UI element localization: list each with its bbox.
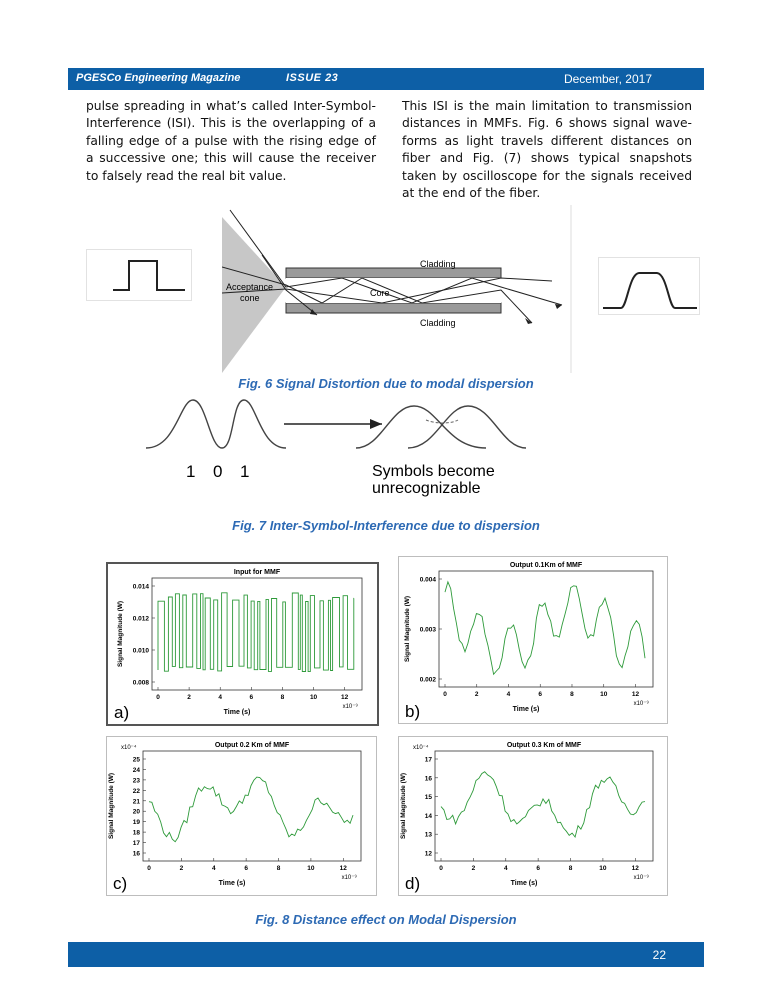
plot-panel-a	[106, 562, 379, 726]
x-tick-label: 8	[280, 694, 285, 701]
y-tick-label: 0.002	[419, 676, 436, 684]
y-tick-label: 12	[424, 850, 432, 858]
plot-panel-d	[398, 736, 668, 896]
y-exponent: x10⁻⁴	[121, 745, 137, 751]
plot-frame	[435, 751, 653, 861]
x-tick-label: 12	[339, 865, 347, 872]
x-tick-label: 2	[474, 691, 479, 698]
x-tick-label: 4	[211, 865, 216, 872]
x-tick-label: 8	[276, 865, 281, 872]
fig7-caption: Fig. 7 Inter-Symbol-Interference due to dispersion	[232, 518, 540, 533]
x-exponent: x10⁻⁹	[633, 701, 649, 707]
x-tick-label: 4	[506, 691, 511, 698]
fiber-diagram-svg	[222, 205, 574, 373]
plot-1-svg	[399, 557, 667, 723]
x-exponent: x10⁻⁹	[342, 704, 358, 710]
y-tick-label: 23	[132, 777, 140, 785]
isi-diagram	[146, 398, 616, 502]
cladding-bottom	[286, 303, 501, 313]
panel-letter: c)	[113, 874, 128, 893]
input-pulse-waveform	[87, 250, 191, 300]
fiber-diagram	[222, 205, 574, 373]
y-tick-label: 0.012	[132, 615, 149, 623]
plot-3-svg	[399, 737, 667, 895]
x-tick-label: 6	[249, 694, 254, 701]
x-tick-label: 8	[570, 691, 574, 698]
y-axis-label: Signal Magnitude (W)	[404, 595, 411, 663]
y-tick-label: 0.010	[132, 647, 149, 655]
page-header	[68, 68, 704, 90]
input-symbols-waveform	[146, 400, 286, 448]
y-tick-label: 20	[132, 808, 140, 816]
x-tick-label: 6	[538, 691, 543, 698]
bit-1b-label: 1	[240, 462, 250, 481]
plot-frame	[439, 571, 653, 687]
x-tick-label: 12	[631, 691, 640, 698]
y-tick-label: 21	[132, 798, 140, 806]
x-tick-label: 12	[341, 694, 349, 701]
plot-title: Output 0.3 Km of MMF	[506, 742, 582, 749]
x-tick-label: 12	[631, 865, 639, 872]
acceptance-cone-label-2: cone	[240, 293, 260, 303]
x-tick-label: 6	[244, 865, 248, 872]
cladding-top-label: Cladding	[420, 259, 456, 269]
fig6-caption: Fig. 6 Signal Distortion due to modal dispersion	[238, 376, 534, 391]
output-pulse-waveform	[599, 258, 699, 314]
y-tick-label: 24	[132, 766, 140, 774]
body-text-right: This ISI is the main limitation to transmission distances in MMFs. Fig. 6 shows signal wave-forms as light travels different distances on fiber and Fig. (7) shows typical snapshots taken by oscilloscope for the signals received at the end of the fiber.	[402, 99, 692, 201]
signal-trace	[445, 582, 645, 674]
input-pulse-figure	[86, 249, 192, 301]
x-tick-label: 0	[439, 865, 443, 872]
x-tick-label: 2	[471, 865, 476, 872]
bit-1-label: 1	[186, 462, 196, 481]
y-tick-label: 22	[132, 787, 140, 795]
y-tick-label: 0.008	[132, 679, 149, 687]
output-pulse-figure	[598, 257, 700, 315]
x-tick-label: 4	[503, 865, 508, 872]
y-tick-label: 0.003	[419, 626, 436, 634]
isi-label-line2: unrecognizable	[372, 480, 481, 497]
y-tick-label: 17	[424, 756, 432, 764]
x-tick-label: 10	[307, 865, 315, 872]
issue-date: December, 2017	[563, 72, 652, 86]
y-tick-label: 16	[132, 850, 140, 858]
plot-title: Input for MMF	[233, 569, 281, 576]
y-tick-label: 15	[424, 794, 432, 802]
fig8-caption: Fig. 8 Distance effect on Modal Dispersion	[255, 912, 517, 927]
panel-letter: d)	[405, 874, 421, 893]
page-number: 22	[652, 948, 666, 962]
y-tick-label: 0.004	[419, 576, 436, 584]
arrow-icon	[370, 419, 382, 429]
x-axis-label: Time (s)	[218, 880, 246, 887]
signal-trace	[441, 772, 645, 837]
y-tick-label: 19	[132, 819, 140, 827]
y-tick-label: 17	[132, 840, 140, 848]
plot-0-svg	[108, 564, 377, 724]
isi-diagram-svg	[146, 398, 616, 502]
x-tick-label: 6	[536, 865, 540, 872]
core-label: Core	[370, 288, 390, 298]
plot-panel-b	[398, 556, 668, 724]
y-tick-label: 14	[424, 812, 432, 820]
x-tick-label: 2	[179, 865, 184, 872]
signal-trace	[158, 593, 354, 672]
y-exponent: x10⁻⁴	[413, 745, 429, 751]
plot-panel-c	[106, 736, 377, 896]
x-tick-label: 8	[568, 865, 573, 872]
y-tick-label: 0.014	[132, 583, 149, 591]
page-footer	[68, 942, 704, 967]
bit-0-label: 0	[213, 462, 223, 481]
x-exponent: x10⁻⁹	[341, 875, 357, 881]
x-axis-label: Time (s)	[510, 880, 538, 887]
y-axis-label: Signal Magnitude (W)	[117, 600, 124, 668]
x-tick-label: 4	[218, 694, 223, 701]
plot-title: Output 0.2 Km of MMF	[214, 742, 290, 749]
x-tick-label: 0	[443, 691, 447, 698]
x-tick-label: 0	[147, 865, 151, 872]
x-tick-label: 10	[599, 865, 607, 872]
x-axis-label: Time (s)	[512, 706, 540, 713]
x-axis-label: Time (s)	[223, 709, 251, 716]
x-tick-label: 10	[309, 694, 318, 701]
plot-2-svg	[107, 737, 376, 895]
x-tick-label: 2	[187, 694, 191, 701]
y-axis-label: Signal Magnitude (W)	[400, 772, 407, 840]
x-tick-label: 10	[600, 691, 608, 698]
y-axis-label: Signal Magnitude (W)	[108, 772, 115, 840]
body-text-left: pulse spreading in what’s called Inter-Symbol-Interference (ISI). This is the overlapping of a falling edge of a pulse with the rising edge of a successive one; this will cause the receiver to falsely read the real bit value.	[86, 99, 376, 183]
acceptance-cone-label-1: Acceptance	[226, 282, 274, 292]
panel-letter: b)	[405, 702, 421, 721]
cladding-bottom-label: Cladding	[420, 318, 456, 328]
y-tick-label: 25	[132, 756, 140, 764]
magazine-title: PGESCo Engineering Magazine	[76, 72, 241, 84]
x-exponent: x10⁻⁹	[633, 875, 649, 881]
cladding-top	[286, 268, 501, 278]
plot-title: Output 0.1Km of MMF	[509, 562, 583, 569]
panel-letter: a)	[114, 703, 130, 722]
y-tick-label: 18	[132, 829, 140, 837]
y-tick-label: 16	[424, 775, 432, 783]
isi-label-line1: Symbols become	[372, 463, 495, 480]
x-tick-label: 0	[156, 694, 160, 701]
issue-number: ISSUE 23	[286, 72, 339, 84]
y-tick-label: 13	[424, 831, 432, 839]
signal-trace	[149, 777, 353, 842]
